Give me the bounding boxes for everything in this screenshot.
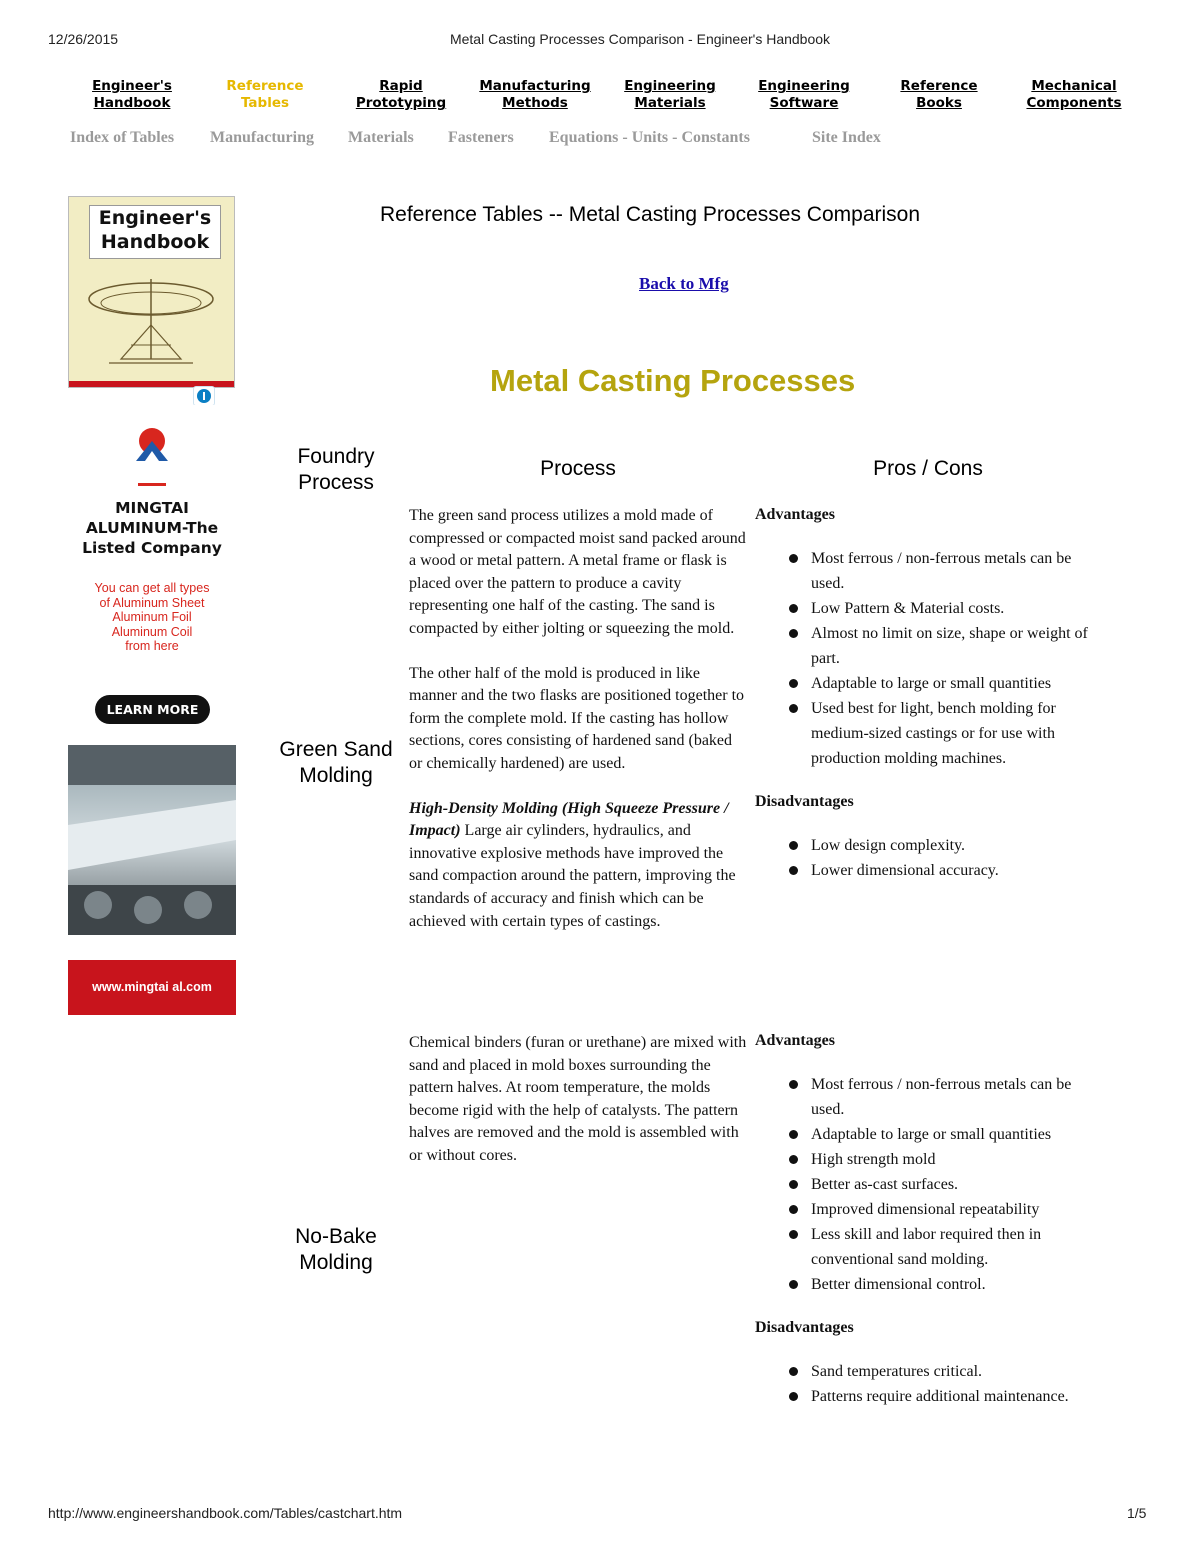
ad-promo-line: of Aluminum Sheet <box>99 595 205 610</box>
subnav-site-index[interactable]: Site Index <box>812 129 881 146</box>
section-title: Metal Casting Processes <box>490 363 856 398</box>
disadvantages-list <box>755 1359 1105 1409</box>
nav-label-line2[interactable]: Software <box>769 95 839 111</box>
mingtai-aluminum-ad[interactable] <box>68 405 236 1015</box>
nav-engineering-materials[interactable] <box>615 78 725 112</box>
no-bake-description <box>409 1032 749 1190</box>
ad-brand-line1: MINGTAI <box>115 499 189 517</box>
description-paragraph: Chemical binders (furan or urethane) are mixed with sand and placed in mold boxes surrounding the pattern halves. At room temperature, the molds become rigid with the help of catalysts. The pattern halves are removed and the mold is assembled with or without cores. <box>409 1034 747 1164</box>
nav-label-line1[interactable]: Engineer's <box>92 78 172 94</box>
description-paragraph: The green sand process utilizes a mold made of compressed or compacted moist sand packed around a wood or metal pattern. A metal frame or flask is placed over the pattern to produce a cavity representing one half of the casting. The sand is compacted by either jolting or squeezing the mold. <box>409 507 746 637</box>
list-item: High strength mold <box>811 1147 1105 1172</box>
description-paragraph: The other half of the mold is produced in like manner and the two flasks are positioned together to form the complete mold. If the casting has hollow sections, cores consisting of hardened sand (baked or chemically hardened) are used. <box>409 664 745 772</box>
subnav-index-of-tables[interactable]: Index of Tables <box>70 129 175 146</box>
ad-promo-line: Aluminum Foil <box>112 610 192 624</box>
factory-image <box>68 745 236 935</box>
nav-label-line2[interactable]: Tables <box>240 95 290 111</box>
row-label-line2: Molding <box>299 764 373 787</box>
column-header-line2: Process <box>298 471 374 494</box>
high-density-heading: High-Density Molding (High Squeeze Pressure / Impact) <box>409 799 729 840</box>
list-item: Less skill and labor required then in conventional sand molding. <box>811 1222 1105 1272</box>
adchoices-icon[interactable] <box>193 386 215 406</box>
nav-label-line1[interactable]: Reference <box>900 78 978 94</box>
subnav-manufacturing[interactable]: Manufacturing <box>210 129 314 146</box>
nav-mechanical-components[interactable] <box>1018 78 1130 112</box>
row-label-no-bake <box>266 1224 406 1276</box>
back-to-mfg-link[interactable]: Back to Mfg <box>639 274 729 293</box>
mingtai-logo-icon <box>132 425 172 465</box>
no-bake-pros-cons <box>755 1032 1105 1431</box>
advantages-list <box>755 1072 1105 1297</box>
subnav-fasteners[interactable]: Fasteners <box>448 129 514 146</box>
nav-label-line1[interactable]: Engineering <box>624 78 716 94</box>
ad-brand-line3: Listed Company <box>82 539 222 557</box>
list-item: Used best for light, bench molding for medium-sized castings or for use with production molding machines. <box>811 696 1105 771</box>
nav-label-line2[interactable]: Components <box>1026 95 1122 111</box>
column-header-line1: Foundry <box>297 445 375 468</box>
column-header-foundry-process <box>266 444 406 496</box>
disadvantages-heading: Disadvantages <box>755 793 854 810</box>
list-item: Patterns require additional maintenance. <box>811 1384 1105 1409</box>
nav-label-line1[interactable]: Engineering <box>758 78 850 94</box>
list-item: Almost no limit on size, shape or weight of part. <box>811 621 1105 671</box>
ad-promo-line: Aluminum Coil <box>111 624 193 639</box>
ad-brand-text <box>68 498 236 558</box>
page-title: Reference Tables -- Metal Casting Processes Comparison <box>380 203 921 226</box>
subnav-equations[interactable]: Equations - Units - Constants <box>549 129 750 146</box>
nav-label-line1[interactable]: Mechanical <box>1031 78 1117 94</box>
engineers-handbook-ad[interactable] <box>68 196 235 388</box>
nav-label-line1[interactable]: Rapid <box>379 78 423 94</box>
list-item: Most ferrous / non-ferrous metals can be used. <box>811 1072 1105 1122</box>
disadvantages-list <box>755 833 1105 883</box>
high-density-text: Large air cylinders, hydraulics, and innovative explosive methods have improved the sand compaction around the pattern, improving the standards of accuracy and finish which can be achieved with certain types of castings. <box>409 822 736 930</box>
green-sand-pros-cons <box>755 506 1105 905</box>
list-item: Adaptable to large or small quantities <box>811 671 1105 696</box>
print-date: 12/26/2015 <box>48 31 119 47</box>
nav-engineers-handbook[interactable] <box>80 78 184 112</box>
advantages-heading: Advantages <box>755 506 836 523</box>
description-paragraph <box>409 798 749 934</box>
learn-more-button[interactable]: LEARN MORE <box>95 695 210 724</box>
column-header-process: Process <box>540 457 616 480</box>
nav-label-line2[interactable]: Prototyping <box>355 95 447 111</box>
list-item: Better as-cast surfaces. <box>811 1172 1105 1197</box>
advantages-list <box>755 546 1105 771</box>
nav-engineering-software[interactable] <box>750 78 858 112</box>
column-header-pros-cons: Pros / Cons <box>873 457 983 480</box>
list-item: Most ferrous / non-ferrous metals can be used. <box>811 546 1105 596</box>
ad-promo-line: You can get all types <box>94 581 210 595</box>
helicopter-sketch-icon <box>69 259 234 379</box>
advantages-heading: Advantages <box>755 1032 836 1049</box>
subnav-materials[interactable]: Materials <box>348 129 414 146</box>
list-item: Improved dimensional repeatability <box>811 1197 1105 1222</box>
list-item: Sand temperatures critical. <box>811 1359 1105 1384</box>
book-ad-title <box>89 205 221 259</box>
nav-reference-tables[interactable] <box>214 78 316 112</box>
row-label-line1: No-Bake <box>295 1225 377 1248</box>
row-label-line2: Molding <box>299 1251 373 1274</box>
nav-label-line2[interactable]: Methods <box>502 95 568 111</box>
book-ad-title-line2: Handbook <box>100 231 210 253</box>
logo-underline <box>138 483 166 486</box>
row-label-line1: Green Sand <box>279 738 393 761</box>
list-item: Low design complexity. <box>811 833 1105 858</box>
list-item: Adaptable to large or small quantities <box>811 1122 1105 1147</box>
list-item: Low Pattern & Material costs. <box>811 596 1105 621</box>
row-label-green-sand <box>266 737 406 789</box>
ad-promo-text <box>68 581 236 654</box>
nav-label-line1[interactable]: Reference <box>226 78 304 94</box>
nav-label-line2[interactable]: Handbook <box>93 95 171 111</box>
print-title: Metal Casting Processes Comparison - Engineer's Handbook <box>449 31 831 47</box>
nav-label-line2[interactable]: Materials <box>634 95 706 111</box>
nav-reference-books[interactable] <box>890 78 988 112</box>
book-ad-title-line1: Engineer's <box>98 207 212 229</box>
nav-label-line2[interactable]: Books <box>916 95 962 111</box>
nav-manufacturing-methods[interactable] <box>472 78 598 112</box>
ad-promo-line: from here <box>125 639 179 653</box>
print-url: http://www.engineershandbook.com/Tables/castchart.htm <box>48 1505 403 1521</box>
nav-label-line1[interactable]: Manufacturing <box>479 78 591 94</box>
list-item: Lower dimensional accuracy. <box>811 858 1105 883</box>
list-item: Better dimensional control. <box>811 1272 1105 1297</box>
disadvantages-heading: Disadvantages <box>755 1319 854 1336</box>
print-page-number: 1/5 <box>1127 1505 1147 1521</box>
nav-rapid-prototyping[interactable] <box>345 78 457 112</box>
green-sand-description <box>409 505 749 955</box>
ad-site-url[interactable]: www.mingtai al.com <box>68 960 236 1015</box>
ad-brand-line2: ALUMINUM-The <box>85 519 219 537</box>
